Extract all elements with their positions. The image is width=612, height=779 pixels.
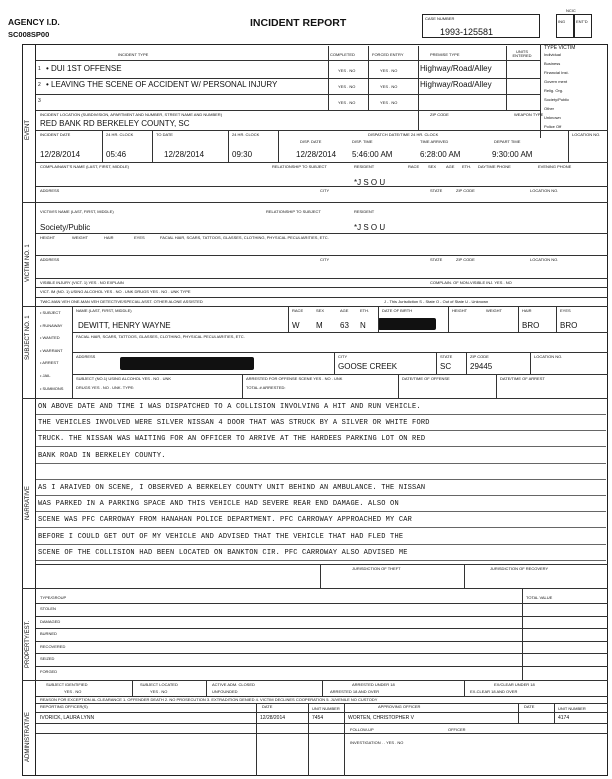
subject-race: W bbox=[292, 321, 300, 330]
subject-alcohol-label: SUBJECT (NO.1) USING ALCOHOL YES . NO . UNK bbox=[76, 376, 172, 381]
victim-address-label: ADDRESS bbox=[40, 257, 60, 262]
subject-name-label: NAME (LAST, FIRST, MIDDLE) bbox=[76, 308, 132, 313]
section-divider bbox=[22, 398, 608, 399]
victim-type-option: Police Off bbox=[544, 124, 562, 129]
col-divider bbox=[344, 703, 345, 776]
subject-section-label: SUBJECT NO. 1 bbox=[25, 315, 31, 360]
col-divider bbox=[278, 130, 279, 162]
col-divider bbox=[378, 306, 379, 332]
ruled-line bbox=[36, 560, 606, 561]
subject-age: 63 bbox=[340, 321, 349, 330]
incident-type: • DUI 1ST OFFENSE bbox=[46, 64, 122, 73]
ent-box bbox=[574, 14, 592, 38]
time-arrived: 6:28:00 AM bbox=[420, 150, 461, 159]
jurisdiction-note: J - This Jurisdiction S - State O - Out of State U - Unknown bbox=[384, 299, 489, 304]
row-divider bbox=[36, 733, 608, 734]
row-divider bbox=[36, 94, 540, 95]
victim-complain-label: COMPLAIN. OF NON-VISIBLE INJ. YES . NO bbox=[430, 280, 512, 285]
incident-date: 12/28/2014 bbox=[40, 150, 81, 159]
case-number: 1993-125581 bbox=[440, 27, 494, 37]
property-row-label: FORGED bbox=[40, 668, 58, 674]
row-divider bbox=[72, 332, 608, 333]
subject-city: GOOSE CREEK bbox=[338, 362, 398, 371]
row-divider bbox=[36, 130, 608, 131]
subject-sex: M bbox=[316, 321, 323, 330]
subject-role-option bbox=[40, 324, 62, 328]
row-divider bbox=[36, 703, 608, 704]
row-divider bbox=[36, 723, 608, 724]
incident-date-label: INCIDENT DATE bbox=[40, 132, 71, 137]
ruled-line bbox=[36, 463, 606, 464]
victim-type-option: Relig. Org. bbox=[544, 88, 564, 93]
unit-number-2: 4174 bbox=[558, 715, 570, 721]
units-entered-label: UNITS ENTERED bbox=[512, 49, 532, 58]
victim-marks-label: FACIAL HAIR, SCARS, TATTOOS, GLASSES, CLOTHING, PHYSICAL PECULIARITIES, ETC. bbox=[160, 235, 329, 240]
col-divider bbox=[556, 306, 557, 332]
subject-role-label: SUMMONS bbox=[42, 385, 64, 391]
victim-type-option: Individual bbox=[544, 52, 561, 57]
col-divider bbox=[206, 680, 207, 696]
subject-zip: 29445 bbox=[470, 362, 493, 371]
subject-role-label: JAIL bbox=[42, 373, 51, 378]
subject-identified-label: SUBJECT IDENTIFIED bbox=[46, 682, 88, 687]
subject-zip-label: ZIP CODE bbox=[470, 354, 489, 359]
zip-label: ZIP CODE bbox=[430, 112, 449, 117]
victim-type-option: Financial Inst. bbox=[544, 70, 569, 75]
row-divider bbox=[36, 186, 608, 187]
victim-height-label: HEIGHT bbox=[40, 235, 56, 240]
col-divider bbox=[436, 352, 437, 374]
subject-state: SC bbox=[440, 362, 452, 371]
col-divider bbox=[568, 130, 569, 162]
ruled-line bbox=[36, 430, 606, 431]
property-row-label: BURNED bbox=[40, 631, 57, 636]
victim-weight-label: WEIGHT bbox=[72, 235, 88, 240]
narrative-section-label: NARRATIVE bbox=[25, 486, 31, 520]
row-divider bbox=[36, 564, 608, 565]
subject-role-label: RUNAWAY bbox=[42, 322, 63, 328]
col-divider bbox=[152, 130, 153, 162]
disp-date: 12/28/2014 bbox=[296, 150, 337, 159]
property-total-value-label: TOTAL VALUE bbox=[526, 595, 553, 600]
complainant-resident-label: RESIDENT bbox=[354, 164, 375, 169]
depart-time-label: DEPART TIME bbox=[494, 139, 521, 144]
subject-role-option bbox=[40, 349, 63, 353]
bullet-icon: • bbox=[40, 347, 43, 353]
property-section-label: PROPERTY/EST. bbox=[25, 620, 31, 668]
section-divider bbox=[22, 680, 608, 681]
subject-role-label: WARRANT bbox=[42, 347, 63, 353]
subject-role-label: ARREST bbox=[42, 360, 59, 366]
incident-completed: YES . NO bbox=[338, 84, 356, 89]
col-divider bbox=[320, 564, 321, 588]
ruled-line bbox=[36, 414, 606, 415]
row-divider bbox=[36, 287, 608, 288]
narrative-line: SCENE WAS PFC CARROWAY FROM HANAHAN POLICE DEPARTMENT. PFC CARROWAY APPROACHED MY CAR bbox=[38, 516, 413, 525]
col-divider bbox=[554, 703, 555, 723]
event-section-label: EVENT bbox=[25, 119, 31, 140]
row-divider bbox=[36, 666, 608, 667]
victim-type-option: Business bbox=[544, 61, 561, 66]
approving-officer-label: APPROVING OFFICER bbox=[378, 704, 421, 709]
disp-time: 5:46:00 AM bbox=[352, 150, 393, 159]
complainant-location-no-label: LOCATION NO. bbox=[530, 188, 559, 193]
dispatch-label: DISPATCH DATE/TIME 24 HR. CLOCK bbox=[368, 132, 439, 137]
col-divider bbox=[530, 352, 531, 374]
complainant-address-label: ADDRESS bbox=[40, 188, 60, 193]
victim-section-label: VICTIM NO. 1 bbox=[25, 244, 31, 282]
bullet-icon: • bbox=[40, 322, 43, 328]
complainant-name-label: COMPLAINANT'S NAME (LAST, FIRST, MIDDLE) bbox=[40, 164, 129, 169]
redacted-dob bbox=[378, 318, 436, 330]
complainant-resident: *J S O U bbox=[354, 178, 386, 187]
depart-time: 9:30:00 AM bbox=[492, 150, 533, 159]
subject-hair: BRO bbox=[522, 321, 540, 330]
location-label: INCIDENT LOCATION (SUBDIVISION, APARTMENT AND NUMBER, STREET NAME AND NUMBER) bbox=[40, 112, 223, 117]
row-divider bbox=[36, 233, 608, 234]
bullet-icon: • bbox=[40, 310, 43, 315]
section-divider bbox=[22, 202, 608, 203]
victim-relationship-label: RELATIONSHIP TO SUBJECT bbox=[266, 209, 321, 214]
ing-box bbox=[556, 14, 574, 38]
victim-location-no-label: LOCATION NO. bbox=[530, 257, 559, 262]
arrested-under-label: ARRESTED UNDER 18 bbox=[352, 682, 395, 687]
col-divider bbox=[540, 44, 541, 138]
row-divider bbox=[36, 641, 608, 642]
ncic-label: NCIC bbox=[566, 8, 576, 13]
arrested-over-label: ARRESTED 18 AND OVER bbox=[330, 689, 380, 694]
property-row-label: STOLEN bbox=[40, 606, 56, 611]
col-divider bbox=[464, 564, 465, 588]
redacted-address bbox=[120, 357, 254, 370]
subject-role-option bbox=[40, 336, 60, 340]
row-divider bbox=[72, 374, 608, 375]
row-divider bbox=[36, 653, 608, 654]
complainant-zip-label: ZIP CODE bbox=[456, 188, 475, 193]
col-divider bbox=[228, 130, 229, 162]
subject-located-value: YES . NO bbox=[150, 689, 168, 694]
subject-role-label: SUBJECT bbox=[42, 310, 61, 315]
approving-officer: WORTEN, CHRISTOPHER V bbox=[348, 715, 414, 721]
subject-hair-label: HAIR bbox=[522, 308, 532, 313]
col-divider bbox=[518, 306, 519, 332]
complainant-state-label: STATE bbox=[430, 188, 443, 193]
col-divider bbox=[242, 374, 243, 398]
narrative-line: BEFORE I COULD GET OUT OF MY VEHICLE AND ADVISED THAT THE VEHICLE THAT HAD FLED THE bbox=[38, 532, 404, 541]
subject-location-no-label: LOCATION NO. bbox=[534, 354, 563, 359]
complainant-sex-label: SEX bbox=[428, 164, 437, 169]
row-divider bbox=[36, 616, 608, 617]
complainant-city-label: CITY bbox=[320, 188, 330, 193]
unit-number-label-2: UNIT NUMBER bbox=[558, 706, 586, 711]
officer-label: OFFICER bbox=[448, 727, 466, 732]
subject-drugs-label: DRUGS YES . NO . UNK. TYPE: bbox=[76, 385, 135, 390]
row-divider bbox=[36, 78, 540, 79]
incident-time: 05:46 bbox=[106, 150, 127, 159]
row-divider bbox=[36, 60, 540, 61]
ruled-line bbox=[36, 511, 606, 512]
bullet-icon: • bbox=[40, 360, 43, 366]
subject-weight-label: WEIGHT bbox=[486, 308, 502, 313]
narrative-line: ON ABOVE DATE AND TIME I WAS DISPATCHED TO A COLLISION INVOLVING A HIT AND RUN VEHICLE. bbox=[38, 403, 421, 411]
victim-type-option: Other bbox=[544, 106, 555, 111]
victim-injury-label: VISIBLE INJURY (VICT. 1) YES . NO EXPLAIN bbox=[40, 280, 124, 285]
narrative-line: SCENE OF THE COLLISION HAD BEEN LOCATED ON BANKTON CIR. PFC CARROWAY ALSO ADVISED ME bbox=[38, 548, 408, 557]
time-arrived-label: TIME ARRIVED bbox=[420, 139, 449, 144]
row-divider bbox=[72, 352, 608, 353]
narrative-line: THE VEHICLES INVOLVED WERE SILVER NISSAN 4 DOOR THAT WAS STRUCK BY A SILVER OR WHITE FORD bbox=[38, 419, 430, 428]
reporting-officer: IVORICK, LAURA LYNN bbox=[40, 715, 95, 721]
subject-date-arrest-label: DATE/TIME OF ARREST bbox=[500, 376, 545, 381]
complainant-race-label: RACE bbox=[408, 164, 420, 169]
subject-date-offense-label: DATE/TIME OF OFFENSE bbox=[402, 376, 450, 381]
property-row-label: SEIZED bbox=[40, 656, 55, 661]
subject-sex-label: SEX bbox=[316, 308, 325, 313]
weapon-label: WEAPON TYPE bbox=[514, 112, 544, 117]
bullet-icon: • bbox=[40, 373, 43, 378]
col-divider bbox=[418, 110, 419, 130]
victim-type-option: Unknown bbox=[544, 115, 561, 120]
victim-type-option: Govern ment bbox=[544, 79, 568, 84]
row-divider bbox=[36, 162, 608, 163]
ent-label: ENT'D bbox=[576, 19, 588, 24]
incident-type-label: INCIDENT TYPE bbox=[118, 52, 149, 57]
unfounded-label: UNFOUNDED bbox=[212, 689, 238, 694]
col-divider bbox=[448, 306, 449, 332]
subject-race-label: RACE bbox=[292, 308, 304, 313]
complainant-eth-label: ETH. bbox=[462, 164, 472, 169]
to-date-label: TO DATE bbox=[156, 132, 173, 137]
agency-id: SC008SP00 bbox=[8, 30, 50, 39]
incident-forced-entry: YES . NO bbox=[380, 68, 398, 73]
col-divider bbox=[464, 680, 465, 696]
report-date-label: DATE bbox=[262, 704, 273, 709]
incident-number: 3 bbox=[38, 98, 41, 104]
property-row-label: DAMAGED bbox=[40, 618, 61, 624]
subject-height-label: HEIGHT bbox=[452, 308, 468, 313]
reporting-officer-label: REPORTING OFFICER(S) bbox=[40, 704, 88, 709]
subject-role-option bbox=[40, 387, 63, 391]
page-title: INCIDENT REPORT bbox=[250, 17, 347, 29]
col-divider bbox=[518, 703, 519, 723]
row-divider bbox=[36, 712, 608, 713]
row-divider bbox=[36, 278, 608, 279]
incident-number: 1 bbox=[38, 66, 41, 72]
col-divider bbox=[496, 374, 497, 398]
disp-date-label: DISP. DATE bbox=[300, 139, 322, 144]
subject-state-label: STATE bbox=[440, 354, 453, 359]
complainant-daytime-phone-label: DAYTIME PHONE bbox=[478, 164, 511, 169]
narrative-line: TRUCK. THE NISSAN WAS WAITING FOR AN OFFICER TO ARRIVE AT THE HARDEES PARKING LOT ON RED bbox=[38, 435, 426, 444]
subject-address-label: ADDRESS bbox=[76, 354, 96, 359]
ruled-line bbox=[36, 495, 606, 496]
col-divider bbox=[398, 374, 399, 398]
property-row-label: RECOVERED bbox=[40, 643, 66, 649]
subject-located-label: SUBJECT LOCATED bbox=[140, 682, 178, 687]
subject-eyes-label: EYES bbox=[560, 308, 571, 313]
location-no-label: LOCATION NO. bbox=[572, 132, 601, 137]
row-divider bbox=[36, 297, 608, 298]
to-time: 09:30 bbox=[232, 150, 253, 159]
subject-identified-value: YES . NO bbox=[64, 689, 82, 694]
victim-state-label: STATE bbox=[430, 257, 443, 262]
jurisdiction-theft-label: JURISDICTION OF THEFT bbox=[352, 566, 401, 571]
case-number-label: CASE NUMBER bbox=[425, 16, 455, 21]
col-divider bbox=[102, 130, 103, 162]
subject-arrested-label: ARRESTED FOR OFFENSE SCENE YES . NO . UNK bbox=[246, 376, 343, 381]
narrative-line: WAS PARKED IN A PARKING SPACE AND THIS VEHICLE HAD SEVERE REAR END DAMAGE. ALSO ON bbox=[38, 500, 399, 509]
subject-eth-label: ETH. bbox=[360, 308, 370, 313]
subject-name: DEWITT, HENRY WAYNE bbox=[78, 321, 171, 330]
col-divider bbox=[288, 306, 289, 332]
victim-name-label: VICTIM'S NAME (LAST, FIRST, MIDDLE) bbox=[40, 209, 114, 214]
section-divider bbox=[22, 588, 608, 589]
completed-label: COMPLETED bbox=[330, 52, 355, 57]
subject-relation-row: TWIC-MAN VEH ONE-MAN VEH DETECTIVE/SPECIAL ASST. OTHER ALONE ASSISTED bbox=[40, 299, 203, 304]
victim-eyes-label: EYES bbox=[134, 235, 145, 240]
subject-eth: N bbox=[360, 321, 366, 330]
victim-alcohol-label: VICT. IM (NO. 1) USING ALCOHOL YES . NO . UNK DRUGS YES . NO . UNK TYPE bbox=[40, 289, 191, 294]
row-divider bbox=[36, 603, 608, 604]
subject-role-option bbox=[40, 311, 61, 315]
victim-resident: *J S O U bbox=[354, 223, 386, 232]
followup-label: FOLLOW-UP bbox=[350, 727, 374, 732]
incident-forced-entry: YES . NO bbox=[380, 100, 398, 105]
victim-name: Society/Public bbox=[40, 223, 91, 232]
exclear-under-label: EX/CLEAR UNDER 18 bbox=[494, 682, 535, 687]
row-divider bbox=[36, 110, 540, 111]
investigation-label: INVESTIGATION . . YES . NO bbox=[350, 740, 404, 745]
victim-resident-label: RESIDENT bbox=[354, 209, 375, 214]
subject-total-arrested-label: TOTAL # ARRESTED: bbox=[246, 385, 286, 390]
admin-section-label: ADMINISTRATIVE bbox=[25, 712, 31, 762]
narrative-line: AS I ARAIVED ON SCENE, I OBSERVED A BERKELEY COUNTY UNIT BEHIND AN AMBULANCE. THE NISSAN bbox=[38, 484, 426, 492]
row-divider bbox=[36, 255, 608, 256]
hr-clock-label: 24 HR. CLOCK bbox=[106, 132, 134, 137]
agency-label: AGENCY I.D. bbox=[8, 17, 60, 27]
subject-marks-label: FACIAL HAIR, SCARS, TATTOOS, GLASSES, CLOTHING, PHYSICAL PECULIARITIES, ETC. bbox=[76, 334, 245, 339]
incident-number: 2 bbox=[38, 82, 41, 88]
ruled-line bbox=[36, 544, 606, 545]
ruled-line bbox=[36, 527, 606, 528]
incident-location: RED BANK RD BERKELEY COUNTY, SC bbox=[40, 119, 190, 128]
premise-type-label: PREMISE TYPE bbox=[430, 52, 460, 57]
incident-type: • LEAVING THE SCENE OF ACCIDENT W/ PERSONAL INJURY bbox=[46, 80, 278, 89]
approving-date-label: DATE bbox=[524, 704, 535, 709]
col-divider bbox=[322, 680, 323, 696]
subject-dob-label: DATE OF BIRTH bbox=[382, 308, 413, 313]
property-type-label: TYPE/GROUP bbox=[40, 595, 67, 600]
to-date: 12/28/2014 bbox=[164, 150, 205, 159]
subject-eyes: BRO bbox=[560, 321, 578, 330]
report-date: 12/28/2014 bbox=[260, 715, 286, 721]
bullet-icon: • bbox=[40, 335, 43, 341]
victim-city-label: CITY bbox=[320, 257, 330, 262]
jurisdiction-recovery-label: JURISDICTION OF RECOVERY bbox=[490, 566, 549, 571]
exclear-over-label: EX-CLEAR 18 AND OVER bbox=[470, 689, 518, 694]
victim-zip-label: ZIP CODE bbox=[456, 257, 475, 262]
subject-role-label: WANTED bbox=[42, 335, 60, 341]
col-divider bbox=[334, 352, 335, 374]
subject-age-label: AGE bbox=[340, 308, 349, 313]
incident-forced-entry: YES . NO bbox=[380, 84, 398, 89]
active-closed-label: ACTIVE ADM. CLOSED bbox=[212, 682, 255, 687]
type-victim-label: TYPE VICTIM bbox=[544, 45, 576, 51]
complainant-relationship-label: RELATIONSHIP TO SUBJECT bbox=[272, 164, 327, 169]
disp-time-label: DISP. TIME bbox=[352, 139, 373, 144]
bullet-icon: • bbox=[40, 385, 43, 391]
complainant-evening-phone-label: EVENING PHONE bbox=[538, 164, 572, 169]
section-divider bbox=[22, 306, 608, 307]
col-divider bbox=[308, 703, 309, 776]
narrative-line: BANK ROAD IN BERKELEY COUNTY. bbox=[38, 451, 166, 460]
col-divider bbox=[466, 352, 467, 374]
victim-type-option: Society/Public bbox=[544, 97, 570, 102]
complainant-age-label: AGE bbox=[446, 164, 455, 169]
victim-hair-label: HAIR bbox=[104, 235, 114, 240]
incident-completed: YES . NO bbox=[338, 68, 356, 73]
incident-premise: Highway/Road/Alley bbox=[420, 64, 492, 73]
subject-role-option bbox=[40, 361, 59, 365]
reason-exceptional-clearance: REASON FOR EXCEPTION AL CLEARANCE 1. OFFENDER DEATH 2. NO PROSECUTION 3. EXTRADITION DENIED 4. VICTIM DECLINES COOPERATION 5. JUVENILE NO CUSTODY bbox=[40, 697, 378, 702]
unit-number: 7454 bbox=[312, 715, 324, 721]
subject-city-label: CITY bbox=[338, 354, 348, 359]
forced-entry-label: FORCED ENTRY bbox=[372, 52, 404, 57]
incident-premise: Highway/Road/Alley bbox=[420, 80, 492, 89]
unit-number-label: UNIT NUMBER bbox=[312, 706, 340, 711]
incident-completed: YES . NO bbox=[338, 100, 356, 105]
col-divider bbox=[132, 680, 133, 696]
to-hr-clock-label: 24 HR. CLOCK bbox=[232, 132, 260, 137]
ing-label: ING bbox=[558, 19, 566, 24]
ruled-line bbox=[36, 479, 606, 480]
row-divider bbox=[36, 628, 608, 629]
subject-role-option bbox=[40, 374, 51, 378]
ruled-line bbox=[36, 446, 606, 447]
col-divider bbox=[256, 703, 257, 776]
